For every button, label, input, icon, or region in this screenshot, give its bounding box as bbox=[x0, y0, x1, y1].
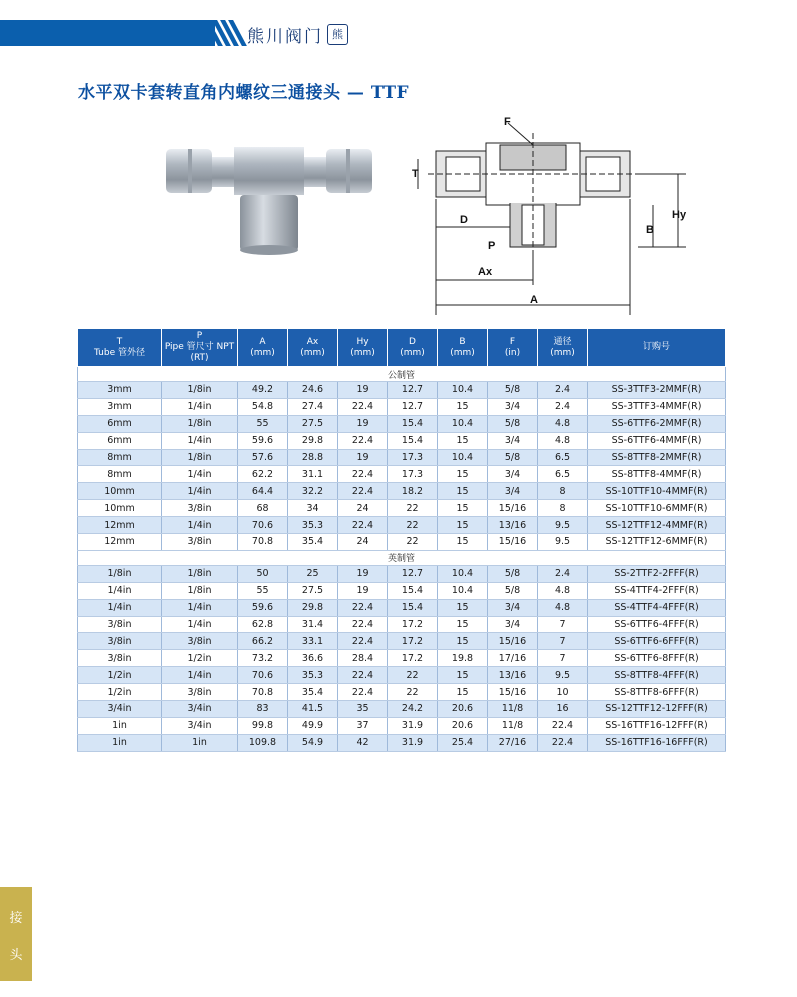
table-cell: 1/4in bbox=[162, 667, 238, 684]
column-header-unit: (mm) bbox=[450, 347, 475, 358]
table-cell: 41.5 bbox=[288, 701, 338, 718]
table-cell: 13/16 bbox=[488, 517, 538, 534]
order-number-cell: SS-4TTF4-4FFF(R) bbox=[588, 599, 726, 616]
side-tab-char: 头 bbox=[9, 948, 23, 963]
brand-logo-icon: 熊 bbox=[327, 24, 348, 45]
table-cell: 6mm bbox=[78, 432, 162, 449]
table-row bbox=[78, 633, 726, 650]
table-cell: 18.2 bbox=[388, 483, 438, 500]
table-cell: 6mm bbox=[78, 415, 162, 432]
table-cell: 19 bbox=[338, 449, 388, 466]
column-header-title: T bbox=[116, 336, 123, 347]
table-cell: 3/4in bbox=[162, 701, 238, 718]
table-cell: 35 bbox=[338, 701, 388, 718]
table-cell: 99.8 bbox=[238, 717, 288, 734]
table-cell: 22 bbox=[388, 534, 438, 551]
table-cell: 19 bbox=[338, 565, 388, 582]
table-cell: 4.8 bbox=[538, 432, 588, 449]
table-row bbox=[78, 582, 726, 599]
table-cell: 22.4 bbox=[338, 398, 388, 415]
brand-name: 熊川阀门 bbox=[247, 27, 323, 47]
header-bar bbox=[0, 20, 215, 46]
label-p: P bbox=[488, 240, 496, 252]
table-cell: 1in bbox=[78, 734, 162, 751]
table-cell: 3/4in bbox=[78, 701, 162, 718]
table-cell: 62.8 bbox=[238, 616, 288, 633]
table-cell: 15 bbox=[438, 483, 488, 500]
order-number-cell: SS-16TTF16-16FFF(R) bbox=[588, 734, 726, 751]
label-f: F bbox=[504, 116, 511, 128]
table-cell: 5/8 bbox=[488, 582, 538, 599]
order-number-cell: SS-8TTF8-6FFF(R) bbox=[588, 684, 726, 701]
table-cell: 22 bbox=[388, 517, 438, 534]
table-cell: 3/8in bbox=[78, 616, 162, 633]
label-d: D bbox=[460, 214, 468, 226]
table-cell: 5/8 bbox=[488, 382, 538, 399]
table-cell: 15/16 bbox=[488, 534, 538, 551]
table-cell: 42 bbox=[338, 734, 388, 751]
table-cell: 59.6 bbox=[238, 599, 288, 616]
order-number-cell: SS-4TTF4-2FFF(R) bbox=[588, 582, 726, 599]
table-cell: 10.4 bbox=[438, 382, 488, 399]
table-cell: 3/4 bbox=[488, 466, 538, 483]
table-cell: 22 bbox=[388, 667, 438, 684]
table-cell: 3/8in bbox=[78, 650, 162, 667]
table-cell: 9.5 bbox=[538, 517, 588, 534]
table-cell: 1/4in bbox=[162, 599, 238, 616]
table-cell: 10 bbox=[538, 684, 588, 701]
column-header-unit: (in) bbox=[504, 347, 521, 358]
table-row bbox=[78, 432, 726, 449]
table-cell: 17.3 bbox=[388, 449, 438, 466]
table-cell: 15/16 bbox=[488, 633, 538, 650]
table-cell: 1/8in bbox=[162, 582, 238, 599]
column-header-unit: (mm) bbox=[550, 347, 575, 358]
table-cell: 9.5 bbox=[538, 534, 588, 551]
table-cell: 36.6 bbox=[288, 650, 338, 667]
table-cell: 66.2 bbox=[238, 633, 288, 650]
table-cell: 24.6 bbox=[288, 382, 338, 399]
table-cell: 1/8in bbox=[78, 565, 162, 582]
table-cell: 3/4 bbox=[488, 616, 538, 633]
table-cell: 1/4in bbox=[162, 466, 238, 483]
table-cell: 35.3 bbox=[288, 667, 338, 684]
table-cell: 59.6 bbox=[238, 432, 288, 449]
table-cell: 7 bbox=[538, 616, 588, 633]
table-cell: 37 bbox=[338, 717, 388, 734]
table-cell: 3/8in bbox=[162, 500, 238, 517]
table-cell: 22.4 bbox=[338, 616, 388, 633]
column-header-title: 通径 bbox=[553, 336, 572, 347]
label-hy: Hy bbox=[672, 209, 687, 221]
spec-table bbox=[77, 328, 726, 752]
column-header bbox=[588, 329, 726, 367]
table-cell: 15/16 bbox=[488, 684, 538, 701]
table-row bbox=[78, 466, 726, 483]
table-cell: 11/8 bbox=[488, 717, 538, 734]
table-cell: 15.4 bbox=[388, 432, 438, 449]
section-row bbox=[78, 367, 726, 382]
table-cell: 19 bbox=[338, 582, 388, 599]
order-number-cell: SS-6TTF6-6FFF(R) bbox=[588, 633, 726, 650]
table-cell: 22.4 bbox=[338, 667, 388, 684]
side-tab-char: 接 bbox=[9, 911, 23, 926]
column-header-unit: (mm) bbox=[400, 347, 425, 358]
column-header-title: Ax bbox=[306, 336, 319, 347]
table-cell: 5/8 bbox=[488, 565, 538, 582]
table-cell: 25.4 bbox=[438, 734, 488, 751]
column-header bbox=[288, 329, 338, 367]
column-header bbox=[78, 329, 162, 367]
table-cell: 15 bbox=[438, 500, 488, 517]
column-header-title: D bbox=[409, 336, 416, 347]
table-cell: 3mm bbox=[78, 382, 162, 399]
column-header-unit: (mm) bbox=[250, 347, 275, 358]
table-row bbox=[78, 483, 726, 500]
table-cell: 1/8in bbox=[162, 449, 238, 466]
column-header-title: B bbox=[459, 336, 466, 347]
table-cell: 15/16 bbox=[488, 500, 538, 517]
table-row bbox=[78, 398, 726, 415]
table-row bbox=[78, 415, 726, 432]
table-cell: 28.4 bbox=[338, 650, 388, 667]
table-row bbox=[78, 500, 726, 517]
table-row bbox=[78, 667, 726, 684]
column-header-title: F bbox=[509, 336, 516, 347]
table-cell: 35.4 bbox=[288, 684, 338, 701]
table-cell: 22.4 bbox=[338, 633, 388, 650]
table-cell: 1in bbox=[162, 734, 238, 751]
table-cell: 1in bbox=[78, 717, 162, 734]
table-cell: 17.2 bbox=[388, 633, 438, 650]
order-number-cell: SS-16TTF16-12FFF(R) bbox=[588, 717, 726, 734]
order-number-cell: SS-12TTF12-6MMF(R) bbox=[588, 534, 726, 551]
table-cell: 8 bbox=[538, 500, 588, 517]
table-cell: 1/4in bbox=[162, 517, 238, 534]
table-cell: 10.4 bbox=[438, 565, 488, 582]
table-row bbox=[78, 517, 726, 534]
table-cell: 8 bbox=[538, 483, 588, 500]
table-row bbox=[78, 616, 726, 633]
table-cell: 17.3 bbox=[388, 466, 438, 483]
order-number-cell: SS-6TTF6-8FFF(R) bbox=[588, 650, 726, 667]
order-number-cell: SS-3TTF3-4MMF(R) bbox=[588, 398, 726, 415]
table-cell: 15 bbox=[438, 599, 488, 616]
table-row bbox=[78, 599, 726, 616]
table-cell: 1/4in bbox=[162, 483, 238, 500]
order-number-cell: SS-6TTF6-2MMF(R) bbox=[588, 415, 726, 432]
table-cell: 10mm bbox=[78, 500, 162, 517]
table-cell: 6.5 bbox=[538, 466, 588, 483]
order-number-cell: SS-6TTF6-4MMF(R) bbox=[588, 432, 726, 449]
column-header-unit: Pipe 管尺寸 NPT (RT) bbox=[164, 342, 235, 363]
table-cell: 5/8 bbox=[488, 415, 538, 432]
table-cell: 33.1 bbox=[288, 633, 338, 650]
table-cell: 31.4 bbox=[288, 616, 338, 633]
table-cell: 15.4 bbox=[388, 415, 438, 432]
order-number-cell: SS-2TTF2-2FFF(R) bbox=[588, 565, 726, 582]
table-cell: 1/4in bbox=[78, 582, 162, 599]
table-row bbox=[78, 684, 726, 701]
column-header-title: 订购号 bbox=[642, 342, 670, 352]
table-cell: 6.5 bbox=[538, 449, 588, 466]
table-cell: 1/2in bbox=[162, 650, 238, 667]
table-row bbox=[78, 449, 726, 466]
table-cell: 1/8in bbox=[162, 565, 238, 582]
table-cell: 3/4 bbox=[488, 483, 538, 500]
header-stripes bbox=[205, 20, 245, 46]
page-title: 水平双卡套转直角内螺纹三通接头 — TTF bbox=[78, 83, 410, 103]
table-cell: 1/4in bbox=[162, 432, 238, 449]
column-header bbox=[488, 329, 538, 367]
table-cell: 19 bbox=[338, 382, 388, 399]
table-cell: 68 bbox=[238, 500, 288, 517]
table-cell: 3/8in bbox=[162, 534, 238, 551]
table-cell: 19 bbox=[338, 415, 388, 432]
table-cell: 22.4 bbox=[338, 466, 388, 483]
column-header bbox=[438, 329, 488, 367]
table-cell: 1/4in bbox=[162, 616, 238, 633]
section-side-tab bbox=[0, 887, 32, 981]
order-number-cell: SS-8TTF8-4MMF(R) bbox=[588, 466, 726, 483]
column-header bbox=[338, 329, 388, 367]
table-cell: 22.4 bbox=[338, 432, 388, 449]
order-number-cell: SS-3TTF3-2MMF(R) bbox=[588, 382, 726, 399]
table-cell: 1/2in bbox=[78, 684, 162, 701]
table-cell: 5/8 bbox=[488, 449, 538, 466]
table-cell: 20.6 bbox=[438, 717, 488, 734]
table-cell: 2.4 bbox=[538, 382, 588, 399]
order-number-cell: SS-12TTF12-12FFF(R) bbox=[588, 701, 726, 718]
table-cell: 15 bbox=[438, 667, 488, 684]
table-body bbox=[78, 367, 726, 752]
table-cell: 9.5 bbox=[538, 667, 588, 684]
table-cell: 8mm bbox=[78, 466, 162, 483]
table-cell: 31.9 bbox=[388, 717, 438, 734]
table-cell: 24.2 bbox=[388, 701, 438, 718]
table-cell: 54.8 bbox=[238, 398, 288, 415]
table-cell: 12.7 bbox=[388, 398, 438, 415]
table-cell: 31.1 bbox=[288, 466, 338, 483]
table-cell: 3/4 bbox=[488, 432, 538, 449]
column-header-unit: Tube 管外径 bbox=[94, 347, 145, 358]
table-cell: 25 bbox=[288, 565, 338, 582]
table-cell: 15 bbox=[438, 398, 488, 415]
table-cell: 15 bbox=[438, 534, 488, 551]
table-cell: 12.7 bbox=[388, 565, 438, 582]
table-cell: 15 bbox=[438, 466, 488, 483]
table-row bbox=[78, 717, 726, 734]
table-cell: 31.9 bbox=[388, 734, 438, 751]
table-cell: 17/16 bbox=[488, 650, 538, 667]
table-cell: 55 bbox=[238, 415, 288, 432]
table-cell: 24 bbox=[338, 534, 388, 551]
table-cell: 35.3 bbox=[288, 517, 338, 534]
table-cell: 13/16 bbox=[488, 667, 538, 684]
table-cell: 1/8in bbox=[162, 415, 238, 432]
table-cell: 3/4 bbox=[488, 599, 538, 616]
table-cell: 35.4 bbox=[288, 534, 338, 551]
section-label: 公制管 bbox=[78, 367, 726, 382]
table-row bbox=[78, 534, 726, 551]
table-cell: 27.4 bbox=[288, 398, 338, 415]
table-cell: 49.2 bbox=[238, 382, 288, 399]
column-header bbox=[162, 329, 238, 367]
table-cell: 15 bbox=[438, 432, 488, 449]
table-cell: 3mm bbox=[78, 398, 162, 415]
table-cell: 70.8 bbox=[238, 534, 288, 551]
column-header bbox=[238, 329, 288, 367]
table-cell: 62.2 bbox=[238, 466, 288, 483]
table-cell: 73.2 bbox=[238, 650, 288, 667]
table-cell: 22.4 bbox=[538, 717, 588, 734]
table-cell: 2.4 bbox=[538, 565, 588, 582]
table-cell: 22.4 bbox=[538, 734, 588, 751]
table-cell: 12.7 bbox=[388, 382, 438, 399]
table-cell: 29.8 bbox=[288, 432, 338, 449]
column-header-title: P bbox=[196, 331, 203, 341]
order-number-cell: SS-12TTF12-4MMF(R) bbox=[588, 517, 726, 534]
table-row bbox=[78, 701, 726, 718]
table-cell: 2.4 bbox=[538, 398, 588, 415]
dimension-drawing bbox=[408, 115, 708, 315]
table-cell: 1/8in bbox=[162, 382, 238, 399]
table-cell: 4.8 bbox=[538, 599, 588, 616]
table-cell: 50 bbox=[238, 565, 288, 582]
table-cell: 7 bbox=[538, 650, 588, 667]
table-cell: 1/2in bbox=[78, 667, 162, 684]
table-cell: 1/4in bbox=[78, 599, 162, 616]
table-cell: 22.4 bbox=[338, 517, 388, 534]
table-cell: 34 bbox=[288, 500, 338, 517]
table-cell: 20.6 bbox=[438, 701, 488, 718]
table-cell: 15.4 bbox=[388, 599, 438, 616]
section-row bbox=[78, 550, 726, 565]
table-cell: 15 bbox=[438, 633, 488, 650]
table-cell: 49.9 bbox=[288, 717, 338, 734]
table-cell: 3/8in bbox=[162, 633, 238, 650]
table-cell: 55 bbox=[238, 582, 288, 599]
table-cell: 15.4 bbox=[388, 582, 438, 599]
table-cell: 3/8in bbox=[162, 684, 238, 701]
label-a: A bbox=[530, 294, 538, 306]
product-photo bbox=[158, 135, 388, 260]
table-cell: 28.8 bbox=[288, 449, 338, 466]
table-row bbox=[78, 734, 726, 751]
column-header-title: Hy bbox=[356, 336, 369, 347]
table-cell: 15 bbox=[438, 684, 488, 701]
table-cell: 3/4in bbox=[162, 717, 238, 734]
table-cell: 22 bbox=[388, 500, 438, 517]
table-row bbox=[78, 382, 726, 399]
table-cell: 15 bbox=[438, 517, 488, 534]
table-cell: 15 bbox=[438, 616, 488, 633]
column-header-unit: (mm) bbox=[300, 347, 325, 358]
table-row bbox=[78, 565, 726, 582]
order-number-cell: SS-8TTF8-2MMF(R) bbox=[588, 449, 726, 466]
table-cell: 12mm bbox=[78, 517, 162, 534]
table-cell: 27/16 bbox=[488, 734, 538, 751]
page-header bbox=[0, 20, 797, 46]
column-header-title: A bbox=[259, 336, 266, 347]
table-cell: 16 bbox=[538, 701, 588, 718]
table-cell: 10.4 bbox=[438, 449, 488, 466]
table-cell: 17.2 bbox=[388, 650, 438, 667]
order-number-cell: SS-10TTF10-4MMF(R) bbox=[588, 483, 726, 500]
table-cell: 3/8in bbox=[78, 633, 162, 650]
table-cell: 1/4in bbox=[162, 398, 238, 415]
table-cell: 22.4 bbox=[338, 684, 388, 701]
table-cell: 8mm bbox=[78, 449, 162, 466]
column-header bbox=[538, 329, 588, 367]
table-cell: 32.2 bbox=[288, 483, 338, 500]
order-number-cell: SS-6TTF6-4FFF(R) bbox=[588, 616, 726, 633]
table-cell: 64.4 bbox=[238, 483, 288, 500]
table-cell: 22.4 bbox=[338, 483, 388, 500]
table-cell: 10.4 bbox=[438, 415, 488, 432]
table-cell: 54.9 bbox=[288, 734, 338, 751]
table-cell: 27.5 bbox=[288, 415, 338, 432]
table-header-row bbox=[78, 329, 726, 367]
table-cell: 7 bbox=[538, 633, 588, 650]
table-cell: 22 bbox=[388, 684, 438, 701]
column-header bbox=[388, 329, 438, 367]
table-cell: 70.6 bbox=[238, 667, 288, 684]
table-cell: 70.6 bbox=[238, 517, 288, 534]
table-cell: 10mm bbox=[78, 483, 162, 500]
table-cell: 70.8 bbox=[238, 684, 288, 701]
section-label: 英制管 bbox=[78, 550, 726, 565]
table-row bbox=[78, 650, 726, 667]
label-t: T bbox=[412, 168, 419, 180]
table-cell: 4.8 bbox=[538, 582, 588, 599]
table-cell: 3/4 bbox=[488, 398, 538, 415]
label-b: B bbox=[646, 224, 654, 236]
table-cell: 4.8 bbox=[538, 415, 588, 432]
table-cell: 19.8 bbox=[438, 650, 488, 667]
order-number-cell: SS-8TTF8-4FFF(R) bbox=[588, 667, 726, 684]
column-header-unit: (mm) bbox=[350, 347, 375, 358]
table-cell: 27.5 bbox=[288, 582, 338, 599]
table-cell: 11/8 bbox=[488, 701, 538, 718]
table-cell: 17.2 bbox=[388, 616, 438, 633]
table-cell: 57.6 bbox=[238, 449, 288, 466]
table-cell: 22.4 bbox=[338, 599, 388, 616]
table-cell: 109.8 bbox=[238, 734, 288, 751]
table-cell: 83 bbox=[238, 701, 288, 718]
order-number-cell: SS-10TTF10-6MMF(R) bbox=[588, 500, 726, 517]
table-cell: 12mm bbox=[78, 534, 162, 551]
table-cell: 10.4 bbox=[438, 582, 488, 599]
table-cell: 29.8 bbox=[288, 599, 338, 616]
label-ax: Ax bbox=[478, 266, 493, 278]
table-cell: 24 bbox=[338, 500, 388, 517]
